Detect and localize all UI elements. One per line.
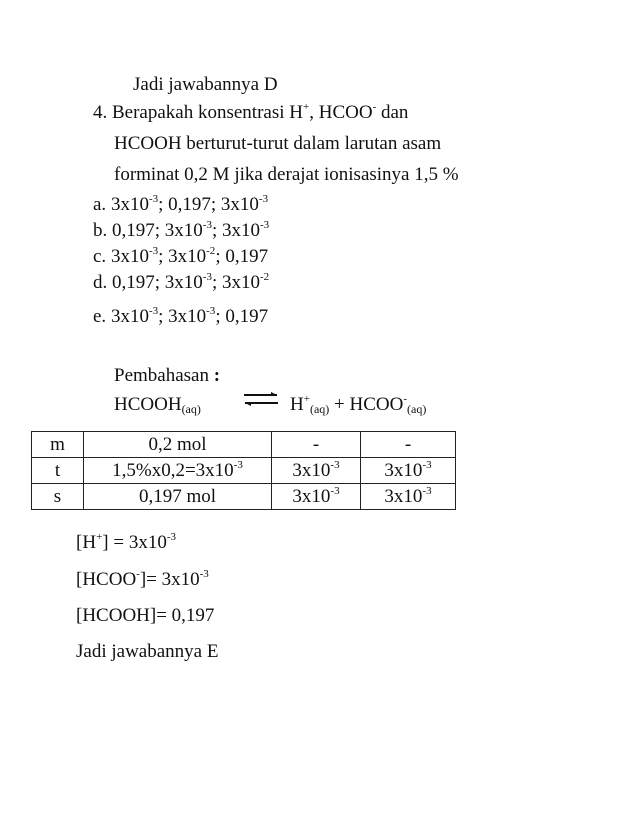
table-cell: [84, 484, 272, 510]
option-exponent: -3: [148, 193, 159, 205]
cell-exponent: -3: [422, 458, 432, 471]
option-exponent: -3: [258, 193, 269, 205]
result-hcoo-concentration: [76, 569, 209, 591]
question-line-2: HCOOH berturut-turut dalam larutan asam: [114, 133, 442, 154]
result-h-label: [H: [76, 532, 97, 553]
table-row: [32, 484, 456, 510]
table-cell: [272, 432, 361, 458]
option-part: ; 3x10: [158, 306, 207, 327]
cell-value: 0,2 mol: [148, 433, 207, 455]
reactant-formula: HCOOH: [114, 394, 182, 415]
plus-sign: +: [334, 394, 345, 415]
product-1-charge: +: [303, 393, 310, 405]
option-part: ; 0,197: [215, 246, 269, 267]
option-letter: c.: [93, 246, 107, 267]
discussion-title-text: Pembahasan: [114, 365, 209, 386]
superscript-plus: +: [303, 101, 310, 113]
question-line-1: [93, 102, 408, 124]
table-cell: [272, 484, 361, 510]
option-part: ; 0,197; 3x10: [158, 194, 259, 215]
question-text-1a: Berapakah konsentrasi H: [112, 102, 303, 123]
option-part: 3x10: [110, 246, 149, 267]
discussion-title: [114, 365, 220, 387]
cell-exponent: -3: [330, 458, 340, 471]
cell-value: -: [312, 433, 320, 455]
cell-value: t: [54, 459, 61, 481]
option-exponent: -2: [259, 271, 270, 283]
result-hcoo-charge: -: [136, 568, 140, 580]
option-letter: a.: [93, 194, 107, 215]
product-2-formula: HCOO: [349, 394, 404, 415]
result-hcooh-concentration: [HCOOH]= 0,197: [76, 605, 215, 626]
product-2-charge: -: [403, 393, 408, 405]
option-exponent: -3: [148, 245, 159, 257]
reactant-state: (aq): [181, 402, 201, 416]
option-b: [93, 220, 269, 242]
reaction-products: [290, 394, 426, 416]
superscript-minus: -: [372, 101, 377, 113]
option-exponent: -2: [206, 245, 216, 257]
product-2-state: (aq): [407, 402, 427, 416]
cell-value: 3x10: [384, 485, 423, 507]
table-row: [32, 432, 456, 458]
cell-exponent: -3: [233, 458, 243, 471]
question-line-3: forminat 0,2 M jika derajat ionisasinya 1,5 %: [114, 164, 459, 185]
option-exponent: -3: [202, 271, 212, 283]
table-cell: [32, 484, 84, 510]
discussion-colon: :: [213, 365, 221, 386]
cell-value: m: [50, 433, 65, 455]
result-h-concentration: [76, 532, 176, 554]
reaction-reactant: [114, 394, 201, 416]
table-cell: [32, 458, 84, 484]
option-part: 0,197; 3x10: [112, 272, 203, 293]
table-cell: [84, 432, 272, 458]
option-part: 3x10: [110, 306, 149, 327]
option-letter: d.: [93, 272, 108, 293]
option-c: [93, 246, 268, 268]
option-exponent: -3: [259, 219, 270, 231]
cell-value: 3x10: [384, 459, 423, 481]
previous-answer: Jadi jawabannya D: [133, 74, 278, 95]
product-1-formula: H: [290, 394, 304, 415]
ice-table: [31, 431, 456, 510]
cell-value: s: [53, 485, 62, 507]
cell-value: 0,197 mol: [138, 485, 217, 507]
cell-value: -: [404, 433, 412, 455]
table-cell: [361, 484, 456, 510]
option-part: 3x10: [110, 194, 149, 215]
result-hcoo-label: [HCOO: [76, 569, 137, 590]
option-part: ; 3x10: [158, 246, 207, 267]
table-cell: [272, 458, 361, 484]
table-cell: [32, 432, 84, 458]
table-cell: [361, 458, 456, 484]
cell-value: 3x10: [292, 459, 331, 481]
result-hcoo-value: ]= 3x10: [139, 569, 200, 590]
option-d: [93, 272, 269, 294]
option-exponent: -3: [202, 219, 212, 231]
option-part: ; 3x10: [211, 272, 260, 293]
equilibrium-arrow-icon: [244, 391, 278, 407]
table-cell: [84, 458, 272, 484]
cell-exponent: -3: [422, 484, 432, 497]
result-hcoo-exponent: -3: [199, 568, 209, 580]
result-h-value: ] = 3x10: [102, 532, 167, 553]
option-letter: b.: [93, 220, 108, 241]
option-a: [93, 194, 268, 216]
question-text-1c: dan: [376, 102, 409, 123]
option-part: ; 3x10: [211, 220, 260, 241]
option-part: 0,197; 3x10: [112, 220, 203, 241]
table-cell: [361, 432, 456, 458]
question-number: 4.: [93, 102, 108, 123]
option-exponent: -3: [206, 305, 216, 317]
final-answer: Jadi jawabannya E: [76, 641, 219, 662]
table-row: [32, 458, 456, 484]
option-letter: e.: [93, 306, 107, 327]
option-e: [93, 306, 268, 328]
cell-exponent: -3: [330, 484, 340, 497]
result-h-exponent: -3: [166, 531, 176, 543]
product-1-state: (aq): [309, 402, 330, 416]
option-exponent: -3: [148, 305, 159, 317]
cell-value: 1,5%x0,2=3x10: [112, 459, 234, 481]
cell-value: 3x10: [292, 485, 331, 507]
question-text-1b: , HCOO: [309, 102, 373, 123]
option-part: ; 0,197: [215, 306, 269, 327]
result-h-charge: +: [96, 531, 103, 543]
